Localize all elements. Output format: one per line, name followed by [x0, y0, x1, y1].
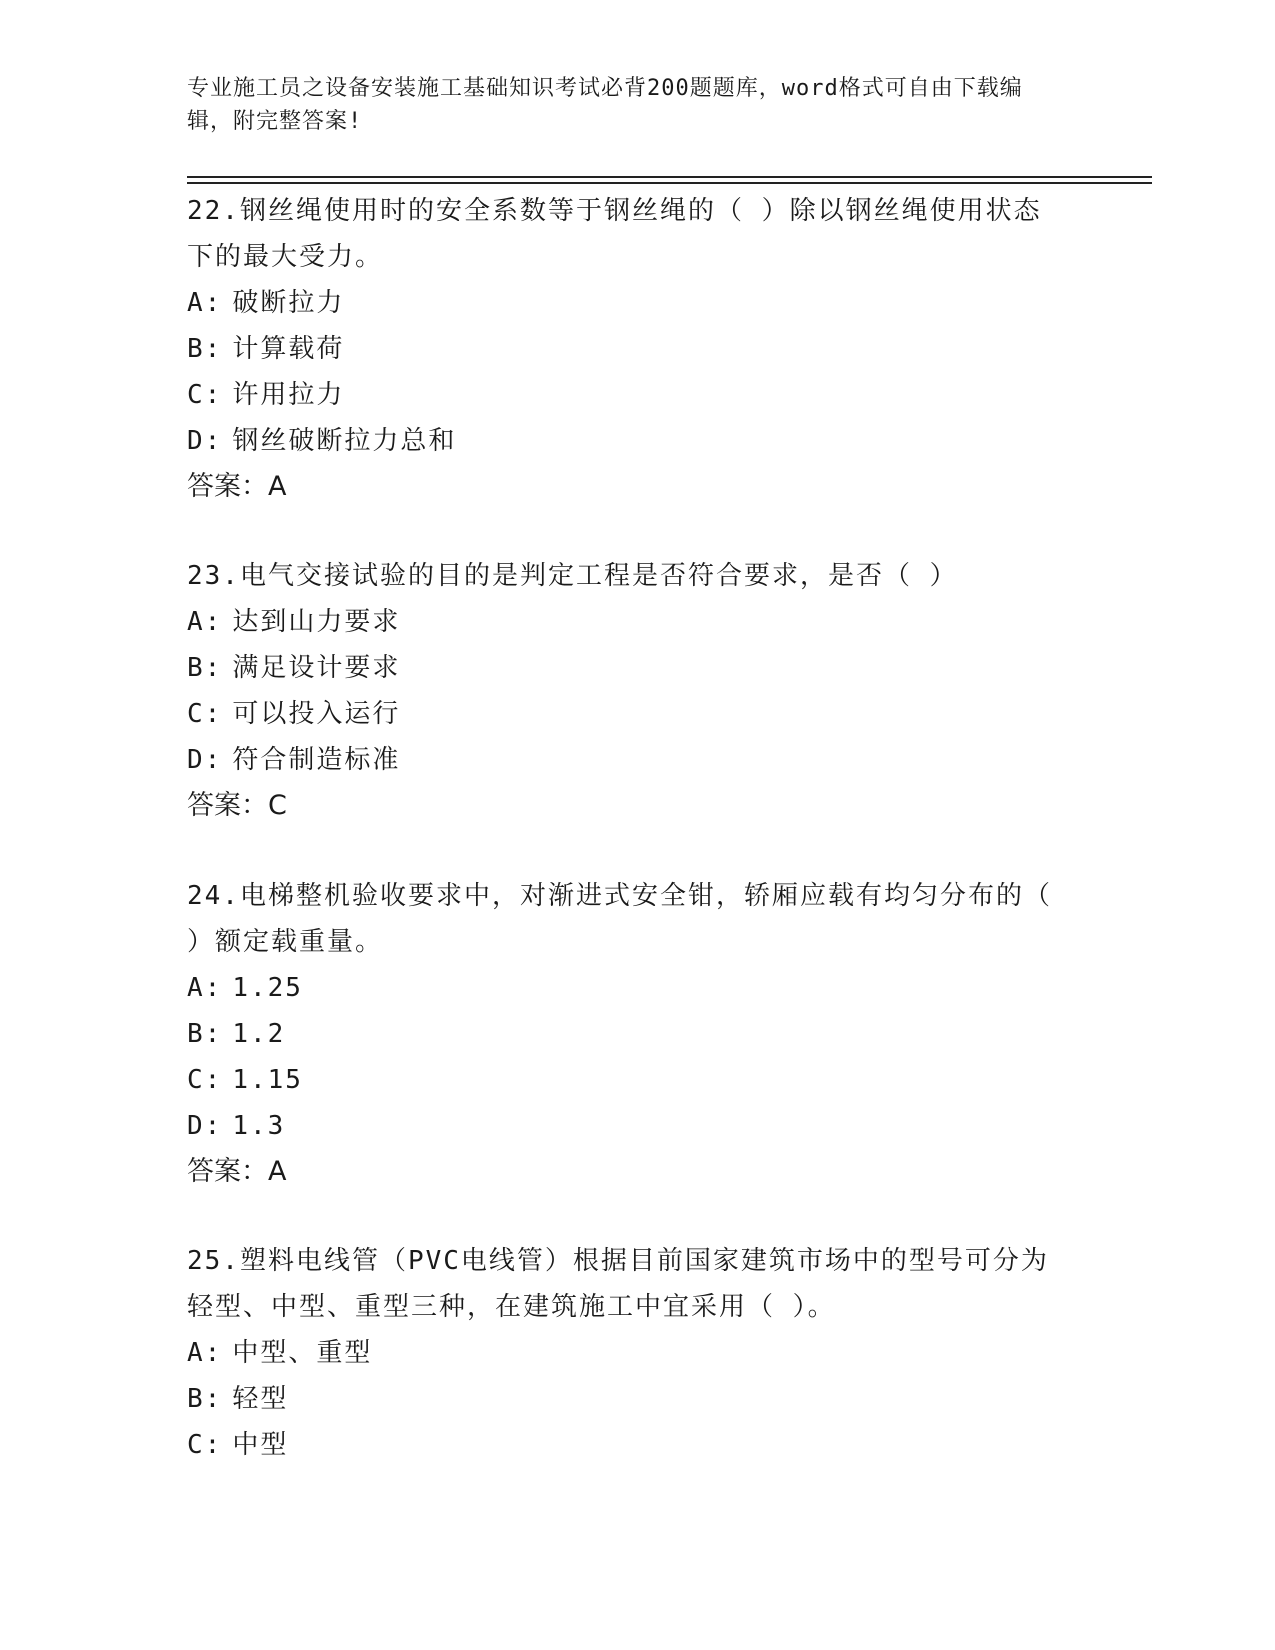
- option-b: [187, 645, 1087, 691]
- option-text: 达到山力要求: [232, 607, 401, 637]
- option-b: [187, 326, 1087, 372]
- option-c: [187, 372, 1087, 418]
- option-text: 1.25: [232, 973, 303, 1003]
- question-stem-line1: 23.电气交接试验的目的是判定工程是否符合要求，是否（ ）: [187, 561, 958, 591]
- option-a: [187, 1330, 1087, 1376]
- option-c: [187, 1422, 1087, 1468]
- option-letter: A:: [187, 607, 223, 637]
- question-stem: [187, 188, 1087, 280]
- question-stem-line2: ）额定载重量。: [187, 927, 384, 957]
- option-text: 1.3: [232, 1111, 286, 1141]
- header-divider-bottom: [187, 182, 1152, 184]
- option-letter: D:: [187, 745, 223, 775]
- option-text: 许用拉力: [232, 380, 345, 410]
- option-letter: B:: [187, 1019, 223, 1049]
- option-letter: C:: [187, 380, 223, 410]
- question-25: [187, 1238, 1087, 1468]
- option-d: [187, 418, 1087, 464]
- question-stem: [187, 553, 1087, 599]
- question-24: [187, 873, 1087, 1195]
- option-text: 可以投入运行: [232, 699, 401, 729]
- document-header: 专业施工员之设备安装施工基础知识考试必背200题题库，word格式可自由下载编辑，附完整答案!: [187, 76, 1023, 134]
- option-text: 满足设计要求: [232, 653, 401, 683]
- question-22: [187, 188, 1087, 510]
- option-text: 轻型: [232, 1384, 289, 1414]
- question-stem-line2: 轻型、中型、重型三种，在建筑施工中宜采用（ ）。: [187, 1292, 836, 1322]
- option-letter: C:: [187, 1430, 223, 1460]
- option-text: 中型、重型: [232, 1338, 373, 1368]
- option-a: [187, 965, 1087, 1011]
- option-text: 破断拉力: [232, 288, 345, 318]
- option-letter: D:: [187, 426, 223, 456]
- question-stem-line1: 25.塑料电线管（PVC电线管）根据目前国家建筑市场中的型号可分为: [187, 1246, 1049, 1276]
- option-d: [187, 737, 1087, 783]
- option-text: 钢丝破断拉力总和: [232, 426, 457, 456]
- header-divider-top: [187, 176, 1152, 178]
- option-text: 符合制造标准: [232, 745, 401, 775]
- option-d: [187, 1103, 1087, 1149]
- option-letter: A:: [187, 288, 223, 318]
- option-letter: D:: [187, 1111, 223, 1141]
- option-text: 1.2: [232, 1019, 286, 1049]
- answer: 答案：A: [187, 471, 287, 502]
- option-letter: C:: [187, 699, 223, 729]
- option-c: [187, 1057, 1087, 1103]
- option-letter: A:: [187, 1338, 223, 1368]
- option-b: [187, 1011, 1087, 1057]
- question-stem: [187, 1238, 1087, 1330]
- answer: 答案：C: [187, 790, 287, 821]
- option-a: [187, 280, 1087, 326]
- option-text: 中型: [232, 1430, 289, 1460]
- question-stem: [187, 873, 1087, 965]
- option-letter: B:: [187, 1384, 223, 1414]
- option-letter: C:: [187, 1065, 223, 1095]
- option-b: [187, 1376, 1087, 1422]
- question-stem-line2: 下的最大受力。: [187, 242, 384, 272]
- option-c: [187, 691, 1087, 737]
- question-stem-line1: 22.钢丝绳使用时的安全系数等于钢丝绳的（ ）除以钢丝绳使用状态: [187, 196, 1042, 226]
- option-text: 计算载荷: [232, 334, 345, 364]
- question-23: [187, 553, 1087, 829]
- option-letter: B:: [187, 334, 223, 364]
- option-a: [187, 599, 1087, 645]
- option-letter: A:: [187, 973, 223, 1003]
- option-text: 1.15: [232, 1065, 303, 1095]
- question-stem-line1: 24.电梯整机验收要求中，对渐进式安全钳，轿厢应载有均匀分布的（: [187, 881, 1052, 911]
- answer: 答案：A: [187, 1156, 287, 1187]
- option-letter: B:: [187, 653, 223, 683]
